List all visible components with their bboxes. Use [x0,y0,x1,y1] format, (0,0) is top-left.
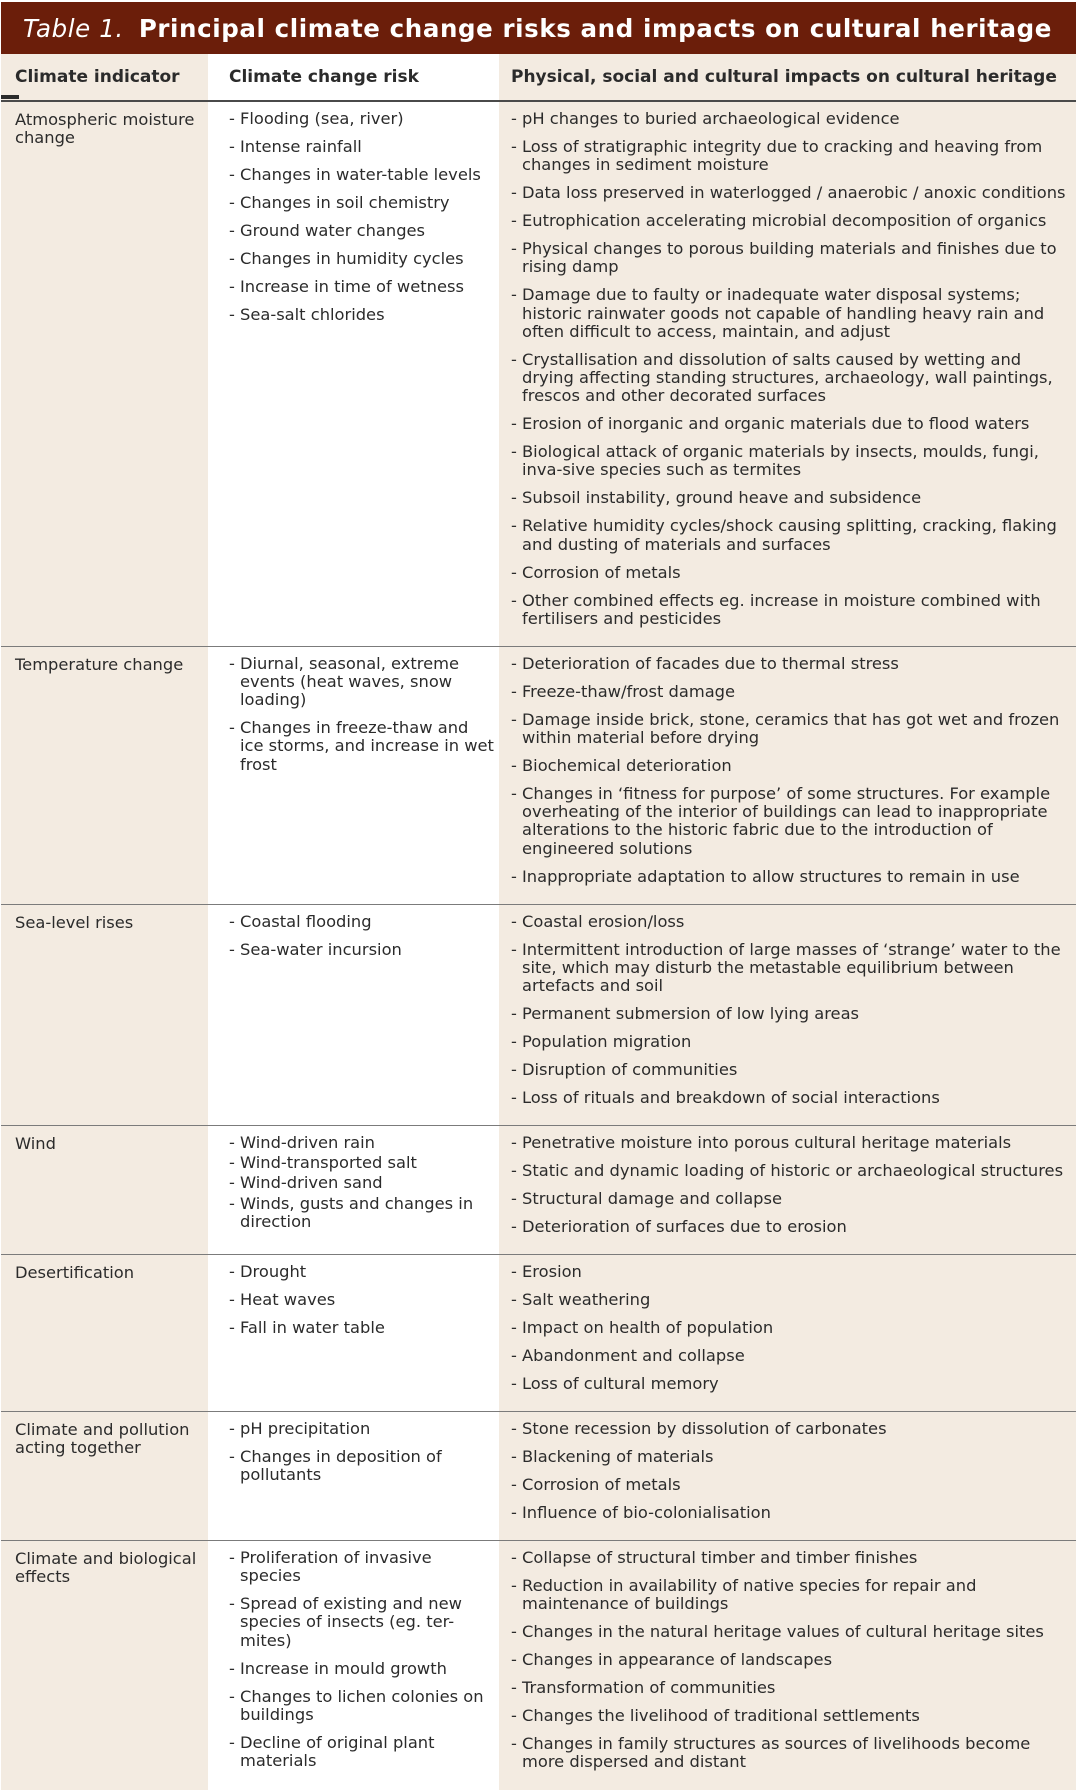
impacts-cell [499,101,1076,646]
climate-risk-cell [208,1541,499,1790]
impact-item: - Changes in appearance of landscapes [511,1651,1074,1669]
table-row [1,1255,1076,1412]
risk-item: - Changes in deposition of pollutants [229,1448,495,1484]
risk-item: - Changes in soil chemistry [229,194,495,212]
risk-item: - Changes in water-table levels [229,166,495,184]
climate-risk-table [1,54,1076,1790]
risk-list [229,110,495,324]
risk-item: - Increase in time of wetness [229,278,495,296]
climate-risk-cell [208,1412,499,1541]
table-row [1,1126,1076,1255]
impact-list [511,655,1074,886]
impact-item: - Eutrophication accelerating microbial decomposition of organics [511,212,1074,230]
risk-item: - Increase in mould growth [229,1660,495,1678]
impact-item: - Other combined effects eg. increase in moisture combined with fertilisers and pesticides [511,592,1074,628]
risk-item: - Winds, gusts and changes in direction [229,1195,495,1231]
climate-indicator-cell: Temperature change [1,646,208,904]
impact-item: - Structural damage and collapse [511,1190,1074,1208]
climate-risk-cell [208,1255,499,1412]
impact-item: - Damage due to faulty or inadequate water disposal systems; historic rainwater goods not capable of handling heavy rain and often difficult to access, maintain, and adjust [511,286,1074,341]
impact-item: - Relative humidity cycles/shock causing splitting, cracking, flaking and dusting of materials and surfaces [511,517,1074,553]
impacts-cell [499,1126,1076,1255]
impact-item: - Freeze-thaw/frost damage [511,683,1074,701]
climate-risk-cell [208,904,499,1125]
risk-item: - Changes in freeze-thaw and ice storms, and increase in wet frost [229,719,495,774]
impact-item: - Changes in the natural heritage values of cultural heritage sites [511,1623,1074,1641]
impact-list [511,1549,1074,1772]
impact-item: - Loss of cultural memory [511,1375,1074,1393]
impacts-cell [499,1412,1076,1541]
impact-item: - Reduction in availability of native species for repair and maintenance of buildings [511,1577,1074,1613]
impact-item: - Physical changes to porous building materials and finishes due to rising damp [511,240,1074,276]
column-header-impacts: Physical, social and cultural impacts on cultural heritage [499,54,1076,101]
risk-item: - Coastal flooding [229,913,495,931]
impact-item: - Changes in family structures as sources of livelihoods become more dispersed and distant [511,1735,1074,1771]
impact-item: - pH changes to buried archaeological evidence [511,110,1074,128]
table-title: Principal climate change risks and impacts on cultural heritage [138,13,1052,43]
impact-item: - Inappropriate adaptation to allow structures to remain in use [511,868,1074,886]
risk-item: - Wind-driven rain [229,1134,495,1152]
impact-item: - Influence of bio-colonialisation [511,1504,1074,1522]
impacts-cell [499,646,1076,904]
risk-item: - Flooding (sea, river) [229,110,495,128]
table-caption [1,2,1076,54]
impact-item: - Damage inside brick, stone, ceramics that has got wet and frozen within material before drying [511,711,1074,747]
climate-indicator-cell: Climate and biological effects [1,1541,208,1790]
impact-item: - Intermittent introduction of large masses of ‘strange’ water to the site, which may disturb the metastable equilibrium between artefacts and soil [511,941,1074,996]
risk-item: - Heat waves [229,1291,495,1309]
impact-item: - Stone recession by dissolution of carbonates [511,1420,1074,1438]
impact-item: - Abandonment and collapse [511,1347,1074,1365]
table-row [1,1541,1076,1790]
risk-list [229,1549,495,1770]
risk-list [229,655,495,774]
impact-item: - Collapse of structural timber and timber finishes [511,1549,1074,1567]
impacts-cell [499,1255,1076,1412]
risk-item: - Fall in water table [229,1319,495,1337]
header-row [1,54,1076,101]
column-header-climate-change-risk: Climate change risk [208,54,499,101]
risk-item: - Spread of existing and new species of insects (eg. ter-mites) [229,1595,495,1650]
climate-indicator-cell: Climate and pollution acting together [1,1412,208,1541]
impact-item: - Corrosion of metals [511,564,1074,582]
impact-item: - Subsoil instability, ground heave and subsidence [511,489,1074,507]
impact-item: - Changes in ‘fitness for purpose’ of some structures. For example overheating of the interior of buildings can lead to inappropriate alterations to the historic fabric due to the introduction of engineered solutions [511,785,1074,858]
impact-item: - Deterioration of surfaces due to erosion [511,1218,1074,1236]
impact-item: - Disruption of communities [511,1061,1074,1079]
header-rule-marker [1,95,19,99]
risk-item: - Changes in humidity cycles [229,250,495,268]
impact-item: - Biological attack of organic materials by insects, moulds, fungi, inva-sive species such as termites [511,443,1074,479]
table-row [1,1412,1076,1541]
climate-indicator-cell: Sea-level rises [1,904,208,1125]
risk-item: - Wind-driven sand [229,1174,495,1192]
impact-item: - Deterioration of facades due to thermal stress [511,655,1074,673]
risk-item: - Decline of original plant materials [229,1734,495,1770]
impact-list [511,1263,1074,1393]
risk-item: - Sea-water incursion [229,941,495,959]
risk-item: - Diurnal, seasonal, extreme events (heat waves, snow loading) [229,655,495,710]
impact-item: - Erosion [511,1263,1074,1281]
impact-list [511,1420,1074,1522]
risk-item: - Ground water changes [229,222,495,240]
impact-item: - Transformation of communities [511,1679,1074,1697]
impact-list [511,110,1074,628]
risk-list [229,913,495,959]
impact-list [511,913,1074,1108]
impacts-cell [499,904,1076,1125]
impact-item: - Erosion of inorganic and organic materials due to flood waters [511,415,1074,433]
risk-list [229,1263,495,1337]
table-row [1,904,1076,1125]
table-row [1,646,1076,904]
table-number: Table 1. [23,13,124,43]
risk-item: - Intense rainfall [229,138,495,156]
risk-item: - Proliferation of invasive species [229,1549,495,1585]
table-body [1,101,1076,1790]
column-header-climate-indicator: Climate indicator [1,54,208,101]
climate-indicator-cell: Desertification [1,1255,208,1412]
climate-indicator-cell: Atmospheric moisture change [1,101,208,646]
impact-item: - Changes the livelihood of traditional settlements [511,1707,1074,1725]
risk-item: - Changes to lichen colonies on buildings [229,1688,495,1724]
risk-item: - Sea-salt chlorides [229,306,495,324]
impact-item: - Loss of rituals and breakdown of social interactions [511,1089,1074,1107]
impact-item: - Blackening of materials [511,1448,1074,1466]
impact-item: - Loss of stratigraphic integrity due to cracking and heaving from changes in sediment moisture [511,138,1074,174]
climate-risk-cell [208,646,499,904]
impact-item: - Impact on health of population [511,1319,1074,1337]
impact-item: - Corrosion of metals [511,1476,1074,1494]
risk-item: - pH precipitation [229,1420,495,1438]
table-row [1,101,1076,646]
table-figure [1,2,1076,1772]
impact-item: - Data loss preserved in waterlogged / anaerobic / anoxic conditions [511,184,1074,202]
impact-item: - Static and dynamic loading of historic or archaeological structures [511,1162,1074,1180]
risk-list [229,1420,495,1484]
impact-item: - Crystallisation and dissolution of salts caused by wetting and drying affecting standing structures, archaeology, wall paintings, frescos and other decorated surfaces [511,351,1074,406]
impact-item: - Permanent submersion of low lying areas [511,1005,1074,1023]
risk-list [229,1134,495,1231]
climate-risk-cell [208,1126,499,1255]
impact-item: - Salt weathering [511,1291,1074,1309]
risk-item: - Drought [229,1263,495,1281]
impact-item: - Biochemical deterioration [511,757,1074,775]
climate-indicator-cell: Wind [1,1126,208,1255]
impact-list [511,1134,1074,1236]
impact-item: - Penetrative moisture into porous cultural heritage materials [511,1134,1074,1152]
impacts-cell [499,1541,1076,1790]
risk-item: - Wind-transported salt [229,1154,495,1172]
impact-item: - Coastal erosion/loss [511,913,1074,931]
impact-item: - Population migration [511,1033,1074,1051]
climate-risk-cell [208,101,499,646]
